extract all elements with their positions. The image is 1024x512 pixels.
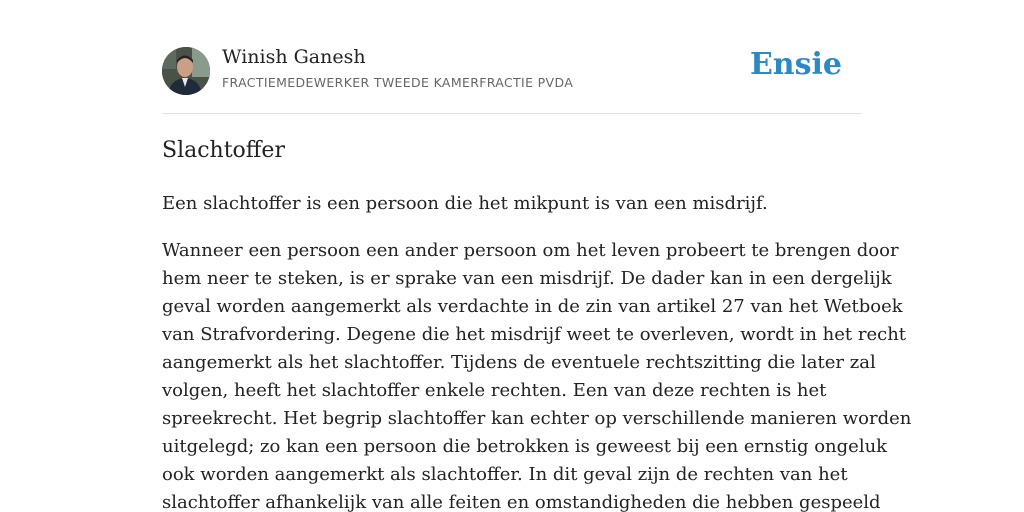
body-line: volgen, heeft het slachtoffer enkele rechten. Een van deze rechten is het [162, 380, 827, 401]
article-header [162, 0, 862, 114]
ensie-logo[interactable]: Ensie [749, 47, 842, 82]
body-line: Wanneer een persoon een ander persoon om het leven probeert te brengen door [162, 240, 899, 261]
body-line: geval worden aangemerkt als verdachte in de zin van artikel 27 van het Wetboek [162, 296, 903, 317]
body-line: ook worden aangemerkt als slachtoffer. In dit geval zijn de rechten van het [162, 464, 848, 485]
article-body [162, 237, 912, 512]
body-line: spreekrecht. Het begrip slachtoffer kan echter op verschillende manieren worden [162, 408, 912, 429]
article-title: Slachtoffer [162, 138, 285, 163]
author-name[interactable]: Winish Ganesh [222, 46, 366, 68]
article-intro: Een slachtoffer is een persoon die het mikpunt is van een misdrijf. [162, 193, 768, 214]
article-container [162, 0, 912, 512]
author-photo-icon [162, 47, 210, 95]
author-avatar[interactable] [162, 47, 210, 95]
body-line: slachtoffer afhankelijk van alle feiten en omstandigheden die hebben gespeeld [162, 492, 881, 512]
body-line: aangemerkt als het slachtoffer. Tijdens de eventuele rechtszitting die later zal [162, 352, 876, 373]
author-role: FRACTIEMEDEWERKER TWEEDE KAMERFRACTIE PVDA [222, 75, 574, 90]
body-line: van Strafvordering. Degene die het misdrijf weet te overleven, wordt in het recht [162, 324, 907, 345]
body-line: hem neer te steken, is er sprake van een misdrijf. De dader kan in een dergelijk [162, 268, 892, 289]
body-line: uitgelegd; zo kan een persoon die betrokken is geweest bij een ernstig ongeluk [162, 436, 888, 457]
